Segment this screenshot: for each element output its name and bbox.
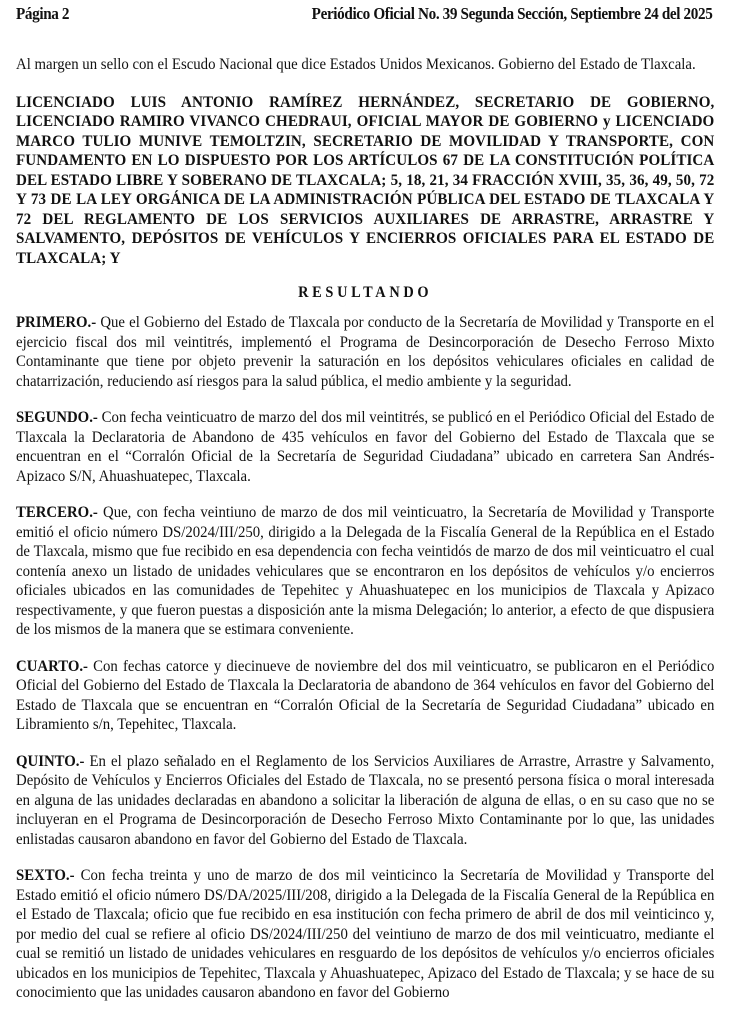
paragraph-text: Que, con fecha veintiuno de marzo de dos mil veinticuatro, la Secretaría de Movilidad y Transporte emitió el oficio número DS/2024/III/250, dirigido a la Delegada de la Fiscalía General de la República en el Estado de Tlaxcala, mismo que fue recibido en esa dependencia con fecha veintidós de marzo de dos mil veinticuatro el cual contenía anexo un listado de unidades vehiculares que se encontraron en los depósitos de vehículos y/o encierros oficiales ubicados en las comunidades de Tepehitec y Ahuashuatepec en los municipios de Tlaxcala y Apizaco respectivamente, y que fueron puestas a disposición ante la misma Delegación; lo anterior, a efecto de que dispusiera de los mismos de la manera que se estimara conveniente. [16,504,715,638]
paragraph-text: Con fechas catorce y diecinueve de noviembre del dos mil veinticuatro, se publicaron en el Periódico Oficial del Gobierno del Estado de Tlaxcala la Declaratoria de abandono de 364 vehículos en favor del Gobierno del Estado de Tlaxcala que se encuentran en “Corralón Oficial de la Secretaría de Seguridad Ciudadana” ubicado en Libramiento s/n, Tepehitec, Tlaxcala. [16,657,715,733]
paragraph-lead: SEGUNDO.- [16,409,98,426]
paragraph-lead: SEXTO.- [16,867,75,884]
paragraph-cuarto [16,657,714,735]
paragraph-tercero [16,503,714,640]
paragraph-lead: CUARTO.- [16,657,88,675]
paragraph-text: En el plazo señalado en el Reglamento de los Servicios Auxiliares de Arrastre, Arrastre y Salvamento, Depósito de Vehículos y Encierros Oficiales del Estado de Tlaxcala, no se presentó persona física o moral interesada en alguna de las unidades declaradas en abandono a solicitar la liberación de alguna de ellas, o en su caso que no se incluyeran en el Programa de Desincorporación de Desecho Ferroso Mixto Contaminante por lo que, las unidades enlistadas causaron abandono en favor del Gobierno del Estado de Tlaxcala. [16,752,715,848]
paragraph-segundo [16,408,714,486]
document-body [16,55,714,1020]
publication-title: Periódico Oficial No. 39 Segunda Sección, Septiembre 24 del 2025 [311,4,713,23]
section-title: RESULTANDO [298,284,433,301]
paragraph-sexto [16,866,714,1003]
paragraph-lead: QUINTO.- [16,752,85,770]
paragraph-text: Con fecha veinticuatro de marzo del dos mil veintitrés, se publicó en el Periódico Oficial del Estado de Tlaxcala la Declaratoria de Abandono de 435 vehículos en favor del Gobierno del Estado de Tlaxcala que se encuentran en el “Corralón Oficial de la Secretaría de Seguridad Ciudadana” ubicado en carretera San Andrés-Apizaco S/N, Ahuashuatepec, Tlaxcala. [16,409,715,485]
paragraph-lead: PRIMERO.- [16,314,97,331]
page-number: Página 2 [16,4,70,23]
paragraph-quinto [16,752,714,850]
page-header [16,4,712,24]
paragraph-text: Que el Gobierno del Estado de Tlaxcala por conducto de la Secretaría de Movilidad y Transporte en el ejercicio fiscal dos mil veintitrés, implementó el Programa de Desincorporación de Desecho Ferroso Mixto Contaminante que tiene por objeto prevenir la saturación en los depósitos vehiculares oficiales en calidad de chatarrización, reduciendo así riesgos para la salud pública, el medio ambiente y la seguridad. [16,314,715,390]
paragraph-text: Con fecha treinta y uno de marzo de dos mil veinticinco la Secretaría de Movilidad y Transporte del Estado emitió el oficio número DS/DA/2025/III/208, dirigido a la Delegada de la Fiscalía General de la República en el Estado de Tlaxcala; oficio que fue recibido en esa institución con fecha primero de abril de dos mil veinticinco y, por medio del cual se refiere al oficio DS/2024/III/250 del veintiuno de marzo de dos mil veinticuatro, mediante el cual se remitió un listado de unidades vehiculares en resguardo de los depósitos de vehículos y/o encierros oficiales ubicados en los municipios de Tepehitec, Tlaxcala y Ahuashuatepec, Apizaco del Estado de Tlaxcala; y se hace de su conocimiento que las unidades causaron abandono en favor del Gobierno [16,867,715,1001]
preamble-paragraph: LICENCIADO LUIS ANTONIO RAMÍREZ HERNÁNDEZ, SECRETARIO DE GOBIERNO, LICENCIADO RAMIRO VIVANCO CHEDRAUI, OFICIAL MAYOR DE GOBIERNO y LICENCIADO MARCO TULIO MUNIVE TEMOLTZIN, SECRETARIO DE MOVILIDAD Y TRANSPORTE, CON FUNDAMENTO EN LO DISPUESTO POR LOS ARTÍCULOS 67 DE LA CONSTITUCIÓN POLÍTICA DEL ESTADO LIBRE Y SOBERANO DE TLAXCALA; 5, 18, 21, 34 FRACCIÓN XVIII, 35, 36, 49, 50, 72 Y 73 DE LA LEY ORGÁNICA DE LA ADMINISTRACIÓN PÚBLICA DEL ESTADO DE TLAXCALA Y 72 DEL REGLAMENTO DE LOS SERVICIOS AUXILIARES DE ARRASTRE, ARRASTRE Y SALVAMENTO, DEPÓSITOS DE VEHÍCULOS Y ENCIERROS OFICIALES PARA EL ESTADO DE TLAXCALA; Y [16,91,715,267]
paragraph-primero [16,313,714,391]
intro-paragraph: Al margen un sello con el Escudo Nacional que dice Estados Unidos Mexicanos. Gobierno del Estado de Tlaxcala. [16,56,696,73]
paragraph-lead: TERCERO.- [16,504,98,521]
